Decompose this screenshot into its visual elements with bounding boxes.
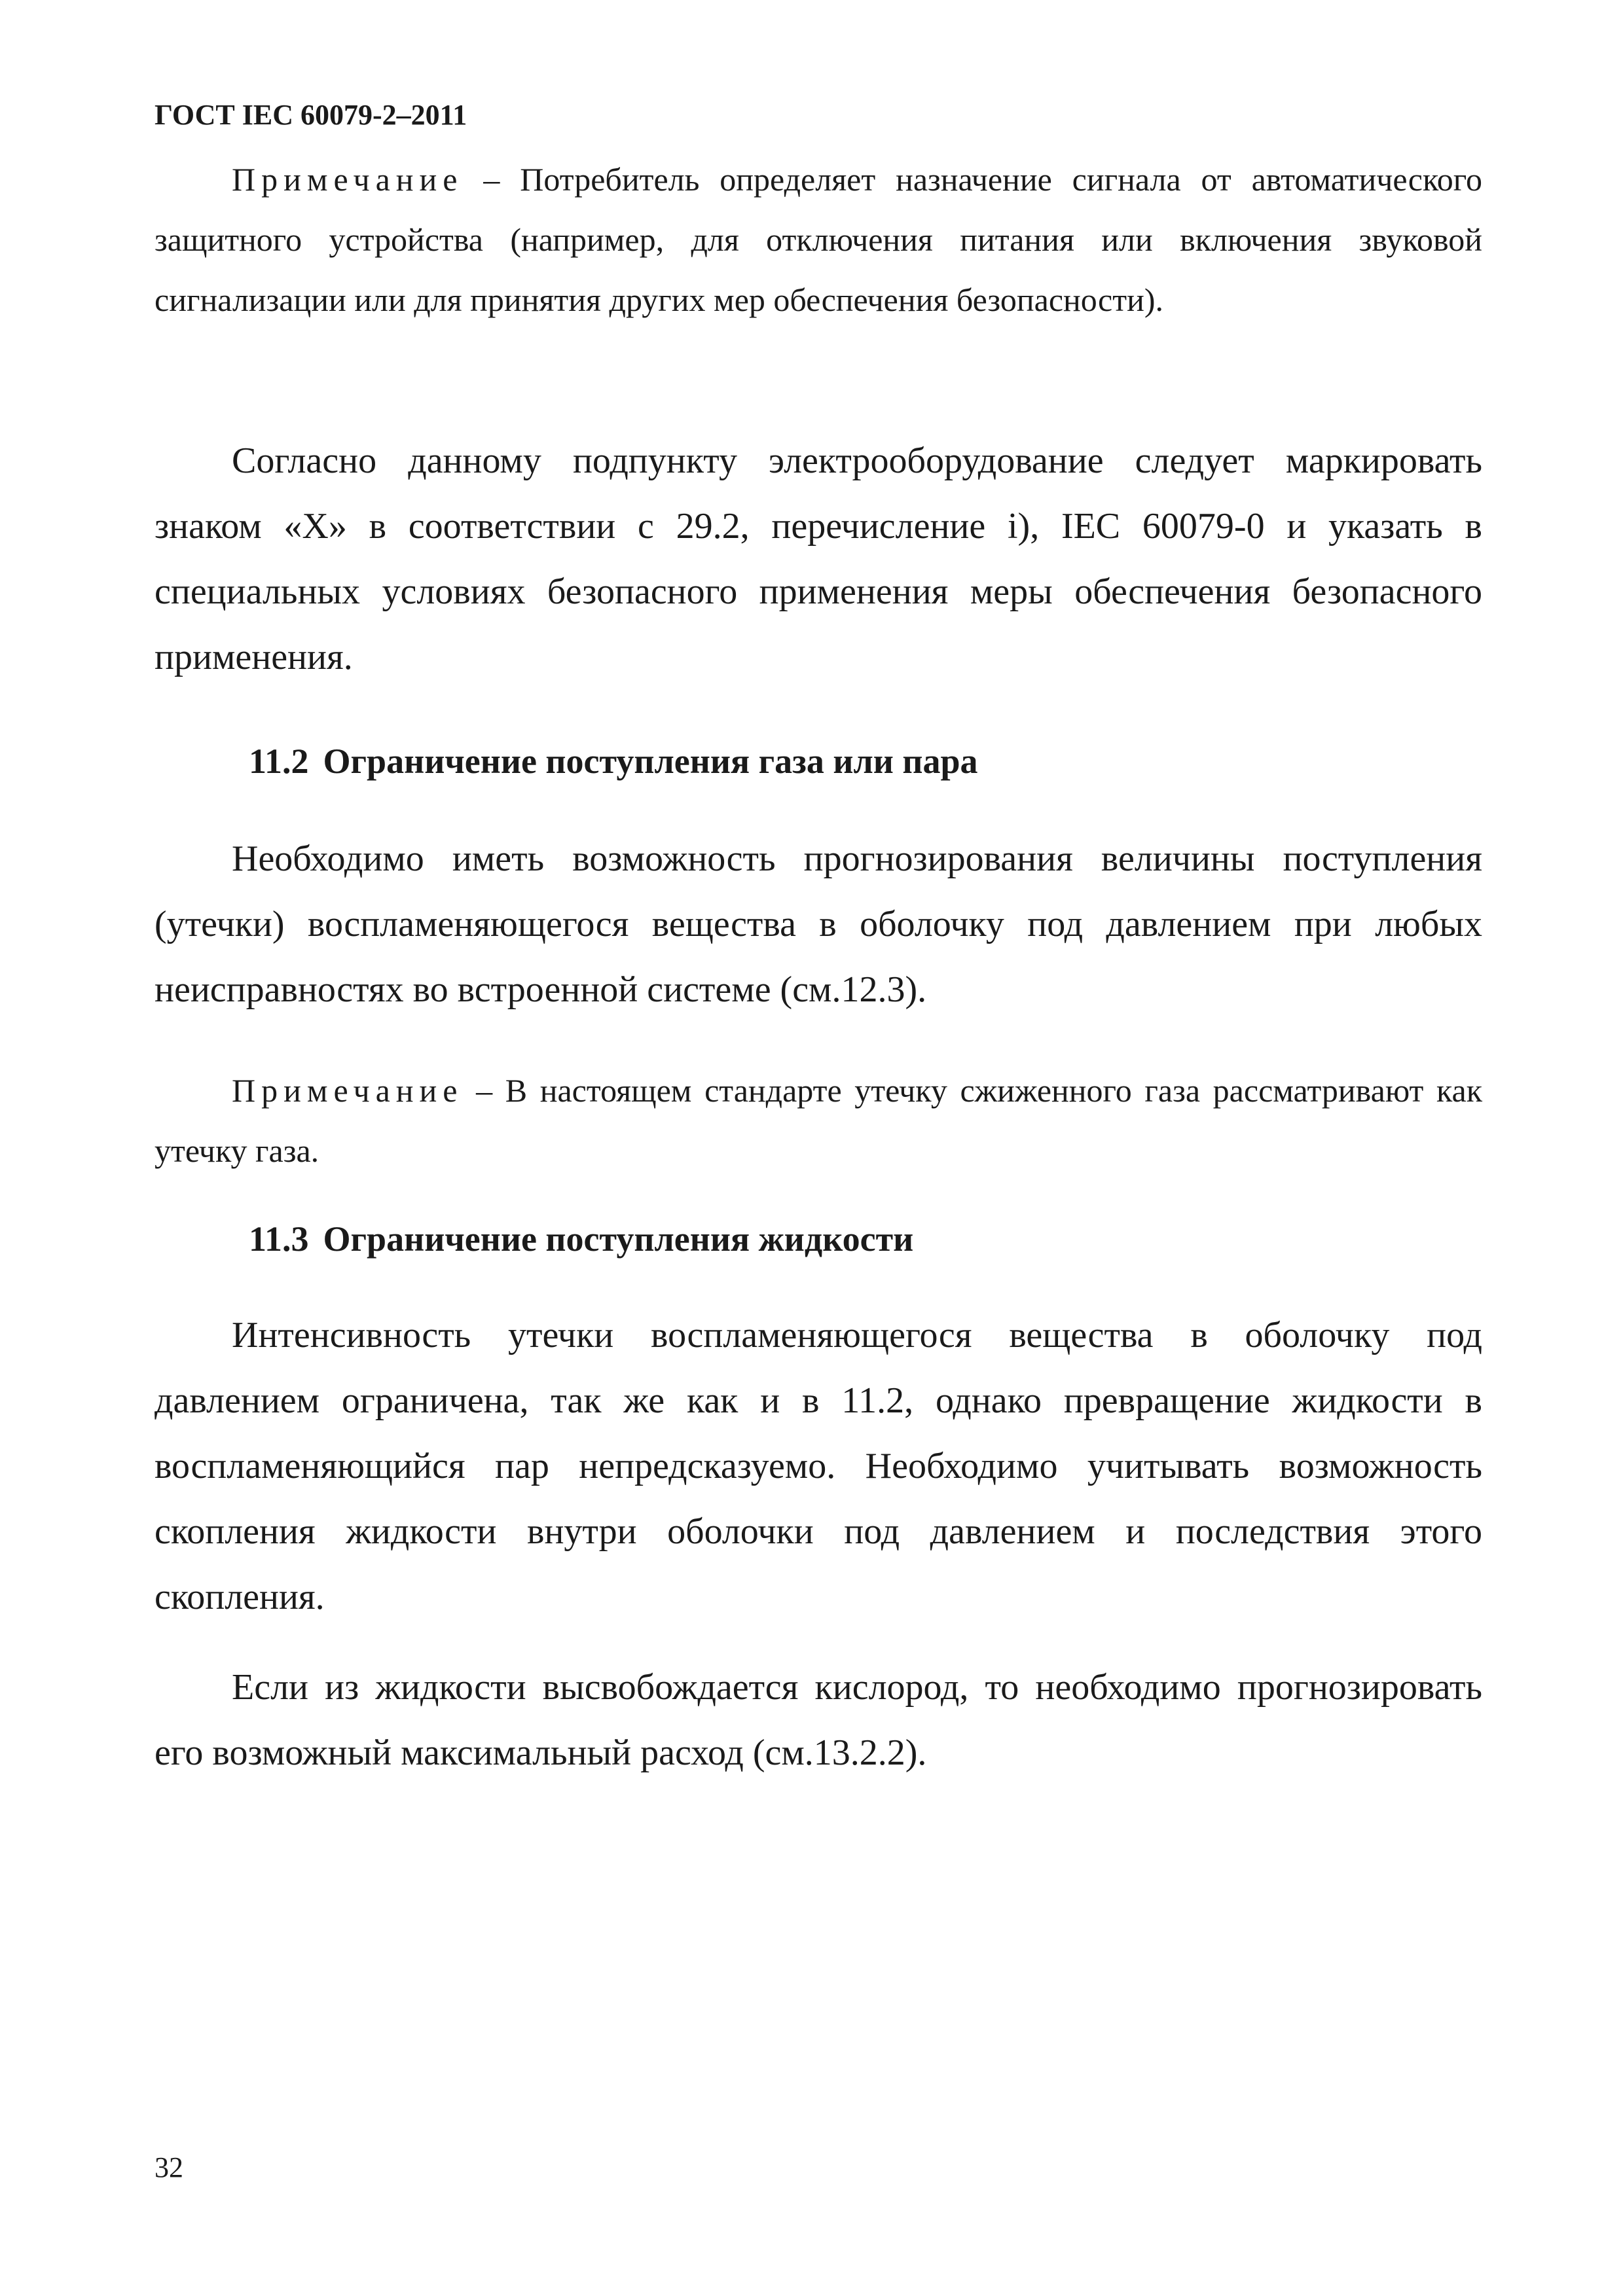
section-title: Ограничение поступления газа или пара bbox=[323, 742, 978, 781]
note-1 bbox=[155, 149, 1482, 330]
note-1-dash: – bbox=[463, 161, 520, 198]
section-title: Ограничение поступления жидкости bbox=[323, 1219, 914, 1259]
page-number: 32 bbox=[155, 2151, 183, 2183]
paragraph-1: Согласно данному подпункту электрооборудование следует маркировать знаком «X» в соответствии с 29.2, перечисление i), IEC 60079-0 и указать в специальных условиях безопасного применения меры обеспечения безопасного применения. bbox=[155, 440, 1482, 677]
paragraph-2: Необходимо иметь возможность прогнозирования величины поступления (утечки) воспламеняющегося вещества в оболочку под давлением при любых неисправностях во встроенной системе (см.12.3). bbox=[155, 838, 1482, 1010]
paragraph-3: Интенсивность утечки воспламеняющегося вещества в оболочку под давлением ограничена, так же как и в 11.2, однако превращение жидкости в воспламеняющийся пар непредсказуемо. Необходимо учитывать возможность скопления жидкости внутри оболочки под давлением и последствия этого скопления. bbox=[155, 1315, 1482, 1617]
note-2-label: Примечание bbox=[232, 1072, 464, 1109]
note-2 bbox=[155, 1060, 1482, 1181]
document-header: ГОСТ IEC 60079-2–2011 bbox=[155, 99, 467, 131]
section-number: 11.3 bbox=[249, 1219, 309, 1259]
section-heading-11-3 bbox=[249, 1217, 913, 1261]
note-1-text: Потребитель определяет назначение сигнала от автоматического защитного устройства (например, для отключения питания или включения звуковой сигнализации или для принятия других мер обеспечения безопасности). bbox=[155, 161, 1482, 318]
note-2-text: В настоящем стандарте утечку сжиженного газа рассматривают как утечку газа. bbox=[155, 1072, 1482, 1169]
note-2-dash: – bbox=[463, 1072, 505, 1109]
paragraph-4: Если из жидкости высвобождается кислород, то необходимо прогнозировать его возможный максимальный расход (см.13.2.2). bbox=[155, 1667, 1482, 1773]
section-heading-11-2 bbox=[249, 740, 978, 783]
note-1-label: Примечание bbox=[232, 161, 464, 198]
section-number: 11.2 bbox=[249, 742, 309, 781]
